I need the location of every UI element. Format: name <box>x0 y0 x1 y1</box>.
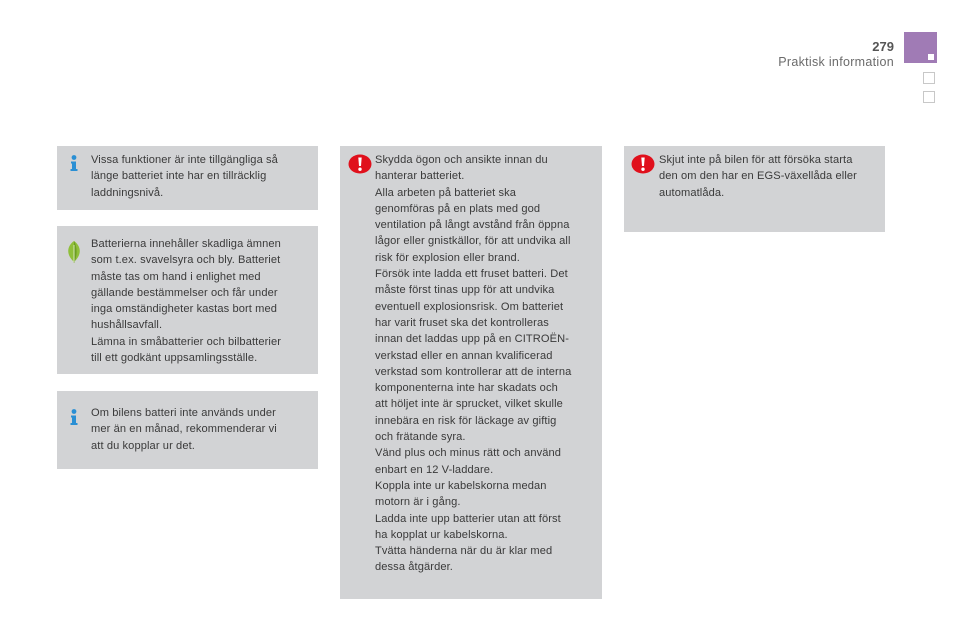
warning-icon <box>631 154 655 174</box>
info-icon <box>66 408 82 426</box>
box-text: Skjut inte på bilen för att försöka starta den om den har en EGS-växellåda eller automatlåda. <box>659 154 857 199</box>
environment-box <box>57 226 318 374</box>
info-box <box>57 391 318 469</box>
warning-icon <box>348 154 372 174</box>
box-text: Skydda ögon och ansikte innan du hanterar batteriet. Alla arbeten på batteriet ska genomföras på en plats med god ventilation på långt avstånd från öppna lågor eller gnistkällor, för att undvika all risk för explosion eller brand. Försök inte ladda ett fruset batteri. Det måste först tinas upp för att undvika eventuell explosionsrisk. Om batteriet har varit fruset ska det kontrolleras innan det laddas upp på en CITROËN- verkstad eller en annan kvalificerad verkstad som kontrollerar att de interna komponenterna inte har skadats och att höljet inte är sprucket, vilket skulle innebära en risk för läckage av giftig och frätande syra. Vänd plus och minus rätt och använd enbart en 12 V-laddare. Koppla inte ur kabelskorna medan motorn är i gång. Ladda inte upp batterier utan att först ha kopplat ur kabelskorna. Tvätta händerna när du är klar med dessa åtgärder. <box>375 154 572 574</box>
info-icon <box>66 154 82 172</box>
chapter-tab <box>923 91 935 103</box>
box-text: Batterierna innehåller skadliga ämnen som t.ex. svavelsyra och bly. Batteriet måste tas om hand i enlighet med gällande bestämmelser och får under inga omständigheter kastas bort med hushållsavfall. Lämna in småbatterier och bilbatterier till ett godkänt uppsamlingsställe. <box>91 238 282 365</box>
chapter-tab <box>923 72 935 84</box>
box-text: Om bilens batteri inte används under mer än en månad, rekommenderar vi att du kopplar ur det. <box>91 407 277 452</box>
chapter-tab-active <box>904 32 937 63</box>
box-text: Vissa funktioner är inte tillgängliga så länge batteriet inte har en tillräcklig laddningsnivå. <box>91 154 278 199</box>
warning-box <box>340 146 602 599</box>
section-title: Praktisk information <box>778 55 894 69</box>
page-number: 279 <box>872 39 894 54</box>
info-box <box>57 146 318 210</box>
warning-box <box>624 146 885 232</box>
recycle-leaf-icon <box>64 240 84 264</box>
